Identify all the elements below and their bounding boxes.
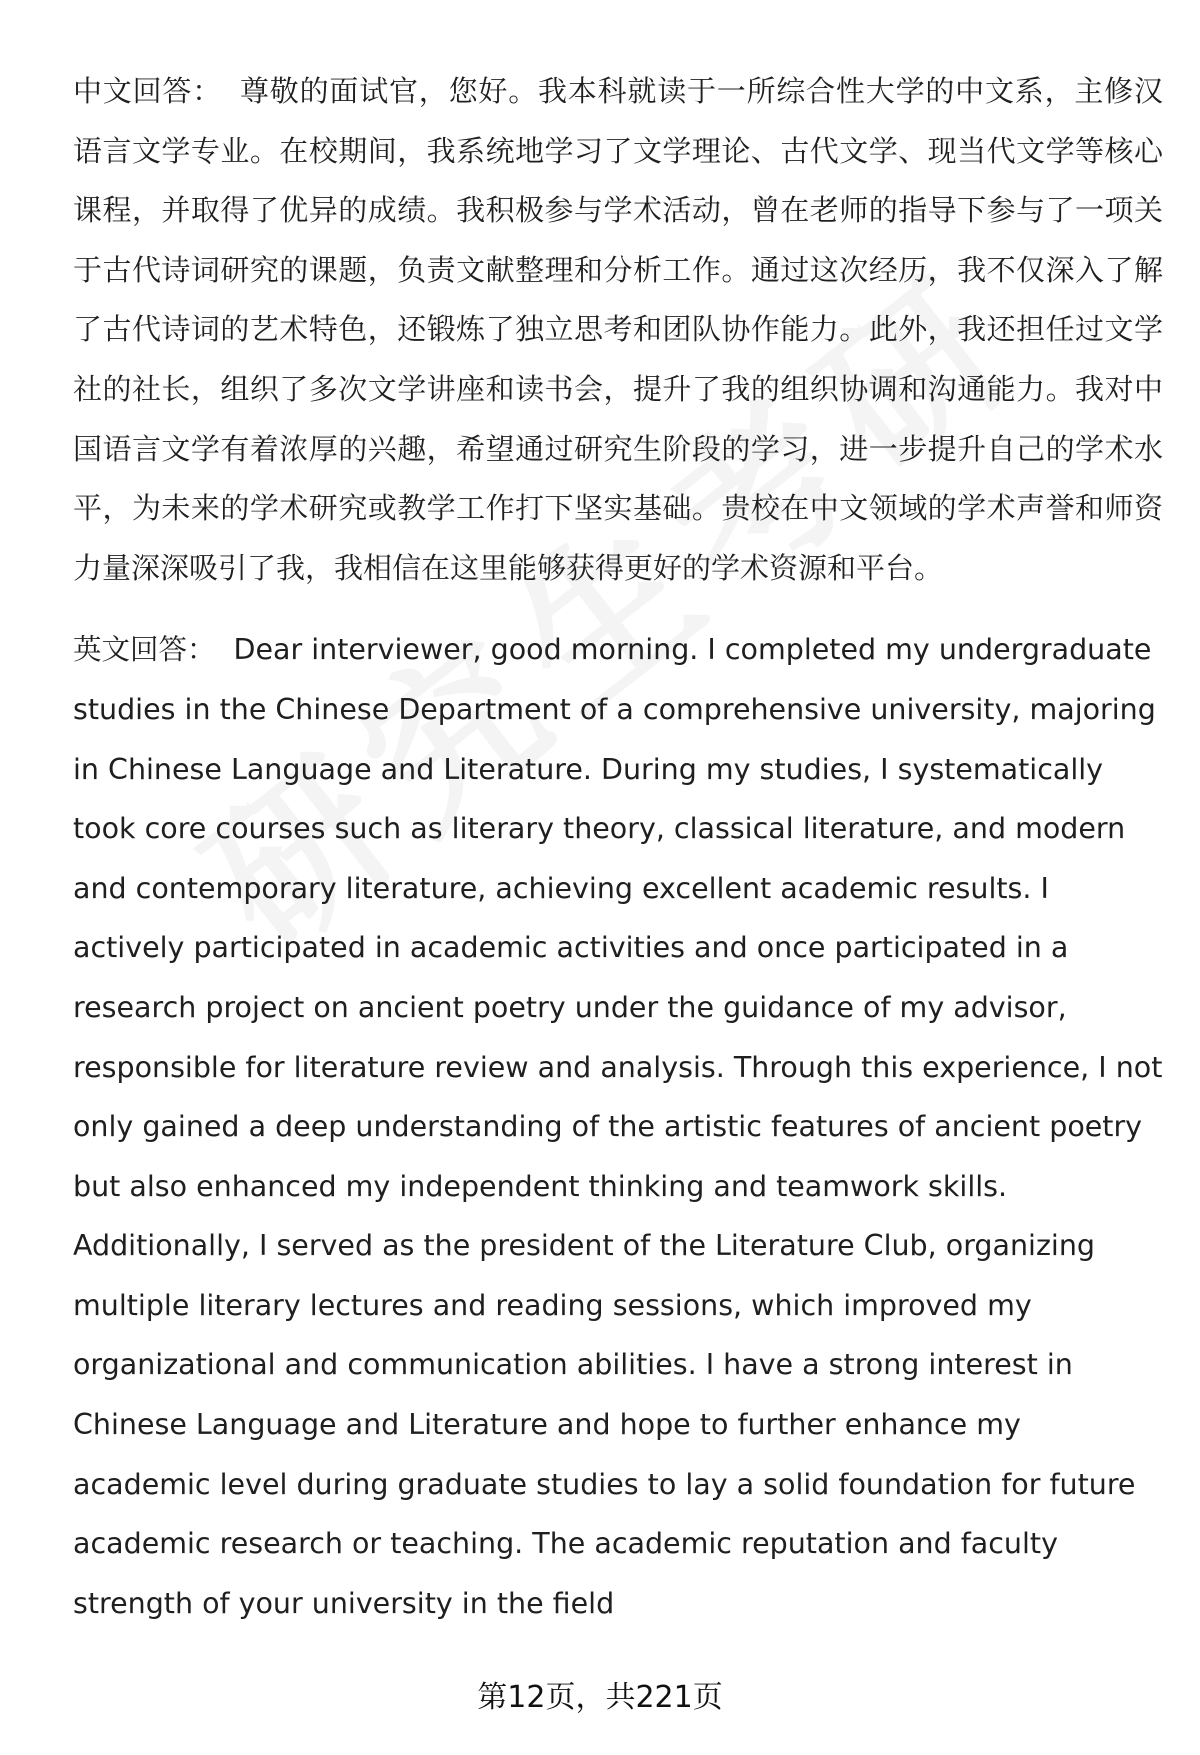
page-number-footer: 第12页，共221页 — [477, 1680, 723, 1715]
chinese-answer-paragraph — [73, 62, 1163, 598]
english-answer-label: 英文回答： — [73, 633, 216, 667]
document-body — [73, 62, 1163, 1633]
chinese-answer-text: 尊敬的面试官，您好。我本科就读于一所综合性大学的中文系，主修汉语言文学专业。在校期间，我系统地学习了文学理论、古代文学、现当代文学等核心课程，并取得了优异的成绩。我积极参与学术活动，曾在老师的指导下参与了一项关于古代诗词研究的课题，负责文献整理和分析工作。通过这次经历，我不仅深入了解了古代诗词的艺术特色，还锻炼了独立思考和团队协作能力。此外，我还担任过文学社的社长，组织了多次文学讲座和读书会，提升了我的组织协调和沟通能力。我对中国语言文学有着浓厚的兴趣，希望通过研究生阶段的学习，进一步提升自己的学术水平，为未来的学术研究或教学工作打下坚实基础。贵校在中文领域的学术声誉和师资力量深深吸引了我，我相信在这里能够获得更好的学术资源和平台。 — [73, 74, 1163, 585]
english-answer-paragraph — [73, 620, 1163, 1633]
english-answer-text: Dear interviewer, good morning. I completed my undergraduate studies in the Chinese Department of a comprehensive university, majoring in Chinese Language and Literature. During my studies, I systematically took core courses such as literary theory, classical literature, and modern and contemporary literature, achieving excellent academic results. I actively participated in academic activities and once participated in a research project on ancient poetry under the guidance of my advisor, responsible for literature review and analysis. Through this experience, I not only gained a deep understanding of the artistic features of ancient poetry but also enhanced my independent thinking and teamwork skills. Additionally, I served as the president of the Literature Club, organizing multiple literary lectures and reading sessions, which improved my organizational and communication abilities. I have a strong interest in Chinese Language and Literature and hope to further enhance my academic level during graduate studies to lay a solid foundation for future academic research or teaching. The academic reputation and faculty strength of your university in the field — [73, 633, 1163, 1620]
chinese-answer-label: 中文回答： — [73, 74, 222, 108]
